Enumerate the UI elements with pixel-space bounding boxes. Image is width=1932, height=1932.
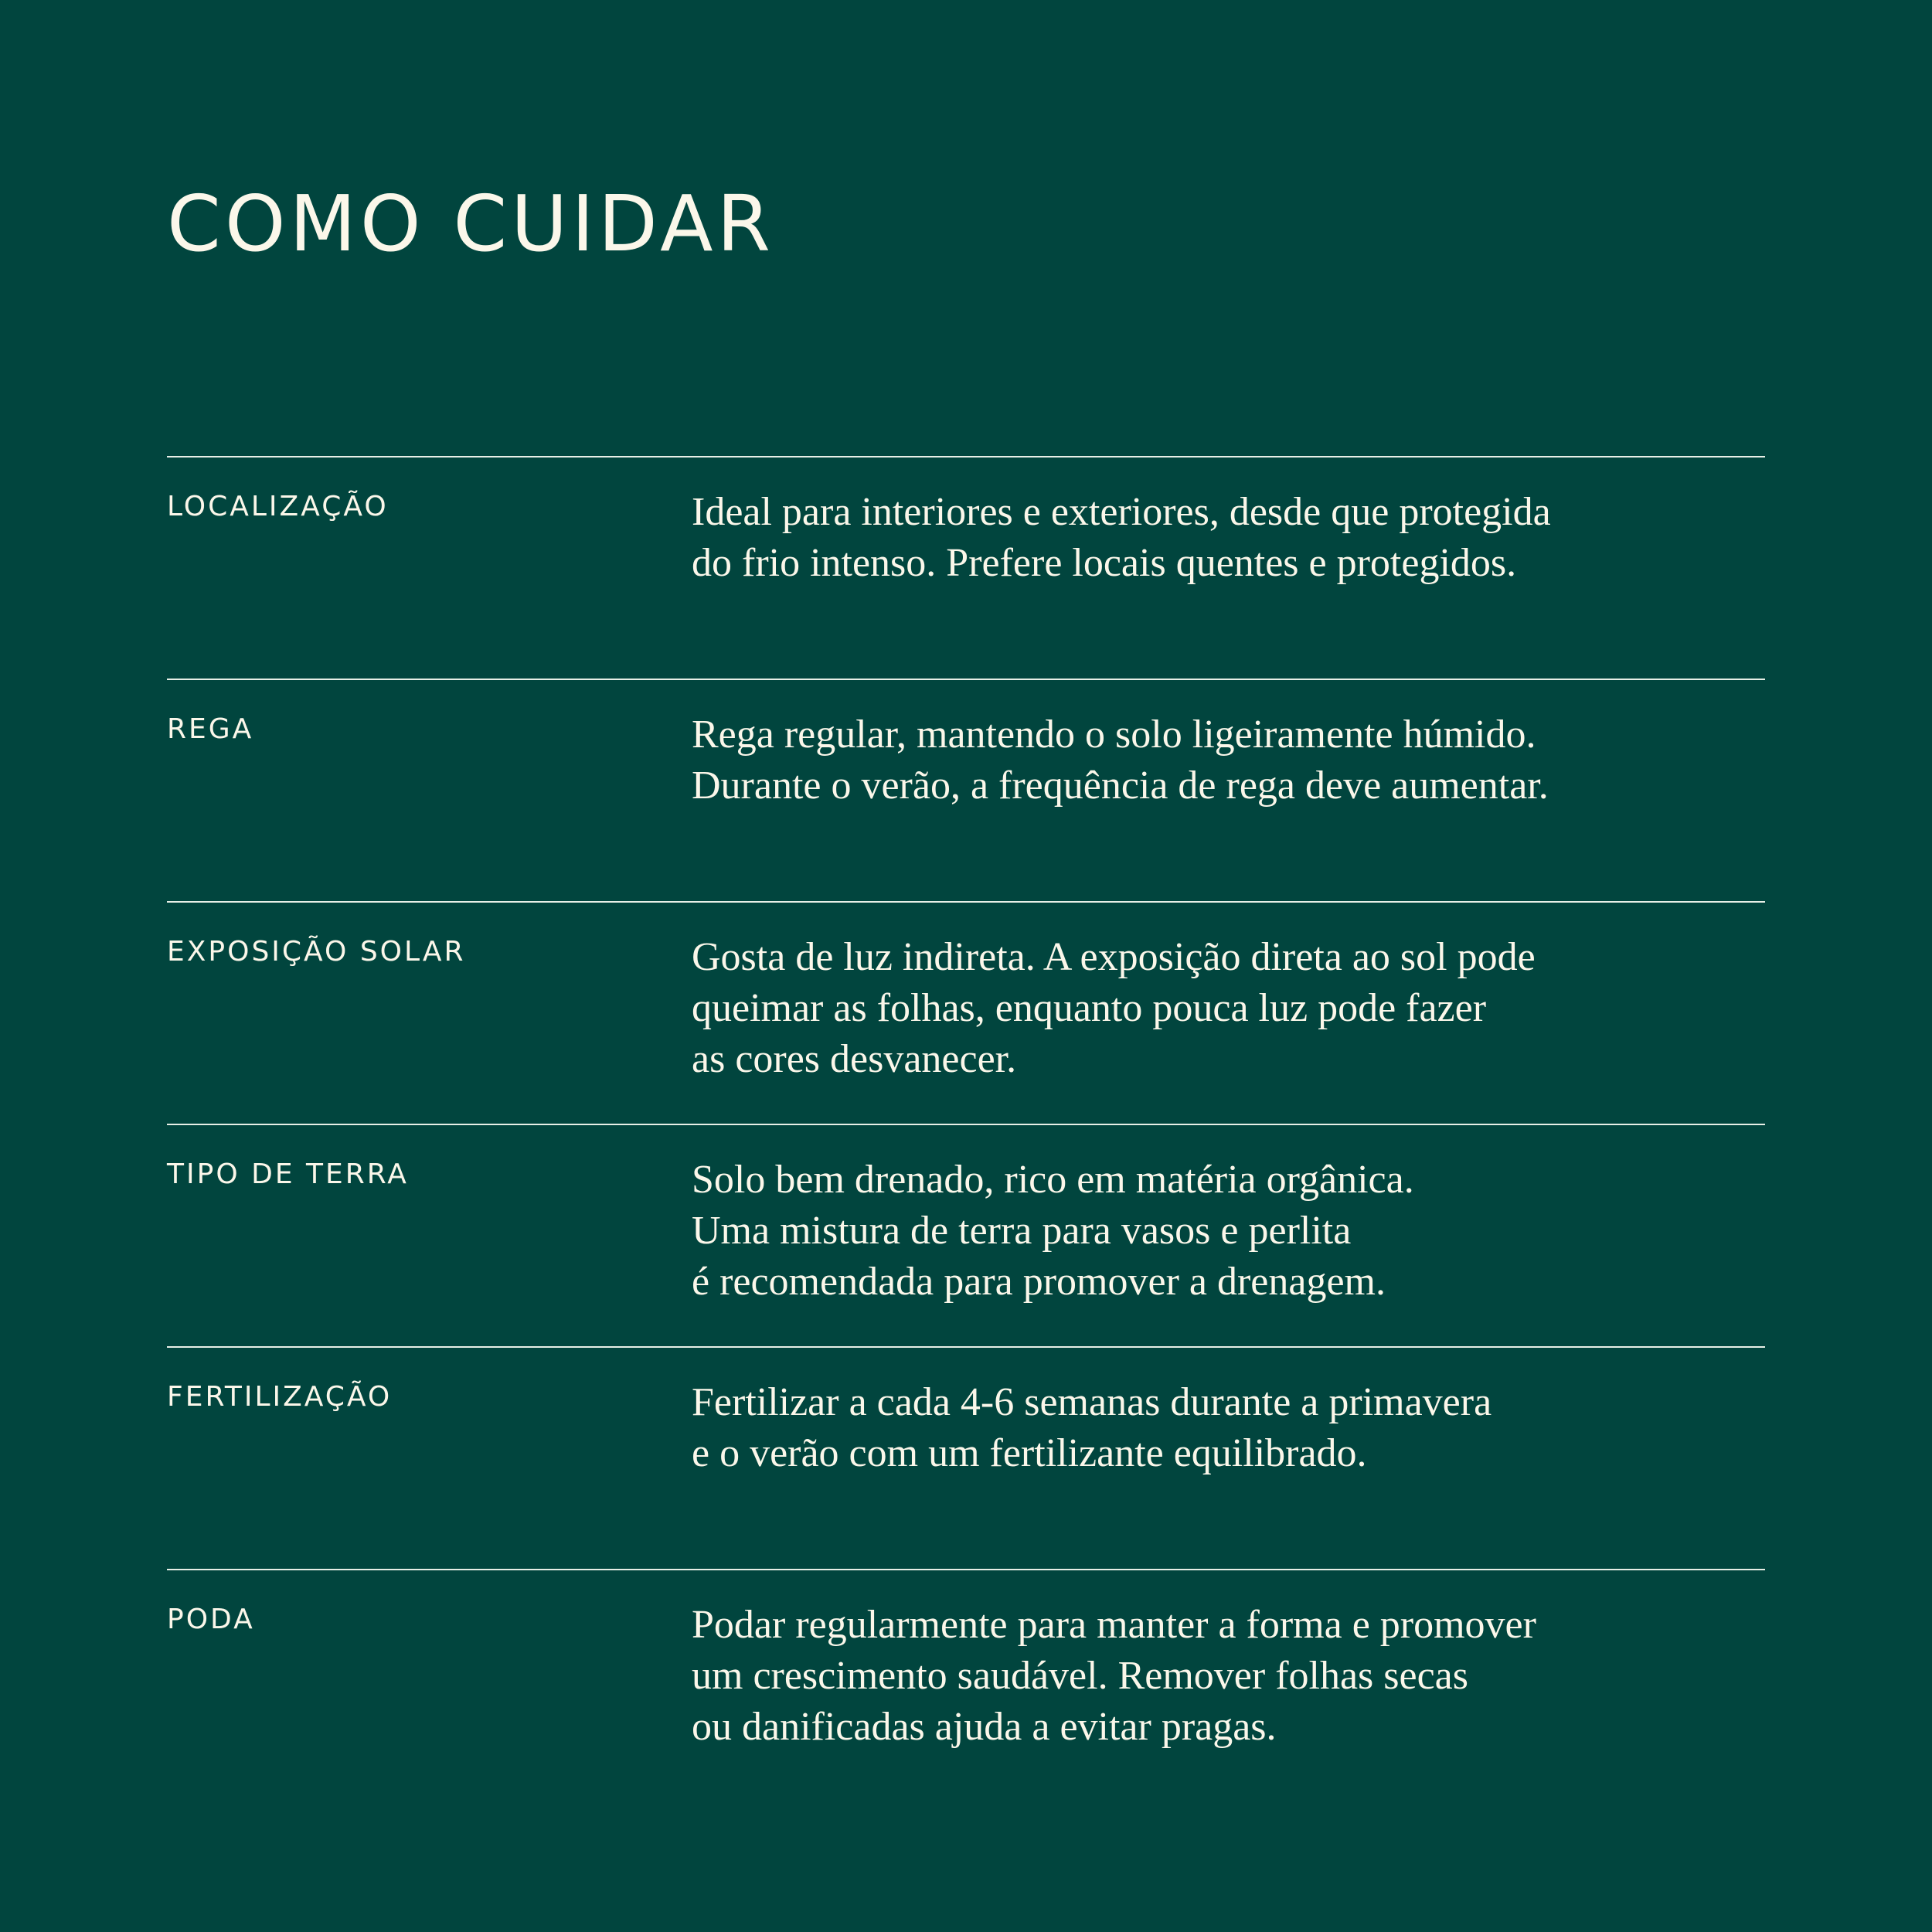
- care-row-poda: [167, 1569, 1765, 1791]
- care-row-fertilizacao: [167, 1346, 1765, 1569]
- care-row-localizacao: [167, 456, 1765, 679]
- care-text-line: Rega regular, mantendo o solo ligeiramente húmido.: [692, 713, 1536, 757]
- care-text-tipo-de-terra: [692, 1155, 1766, 1308]
- care-label-poda: PODA: [167, 1604, 255, 1635]
- care-text-line: Uma mistura de terra para vasos e perlita: [692, 1209, 1352, 1253]
- care-text-line: do frio intenso. Prefere locais quentes e protegidos.: [692, 541, 1517, 585]
- care-text-line: e o verão com um fertilizante equilibrado.: [692, 1431, 1367, 1475]
- care-label-exposicao-solar: EXPOSIÇÃO SOLAR: [167, 936, 466, 968]
- care-row-tipo-de-terra: [167, 1124, 1765, 1346]
- care-label-tipo-de-terra: TIPO DE TERRA: [167, 1158, 409, 1190]
- care-text-localizacao: [692, 487, 1766, 589]
- care-text-line: Solo bem drenado, rico em matéria orgânica.: [692, 1158, 1414, 1202]
- page-title: COMO CUIDAR: [167, 179, 774, 269]
- care-text-poda: [692, 1600, 1766, 1753]
- care-text-line: queimar as folhas, enquanto pouca luz pode fazer: [692, 986, 1487, 1030]
- care-text-line: as cores desvanecer.: [692, 1037, 1017, 1081]
- care-text-line: um crescimento saudável. Remover folhas secas: [692, 1654, 1468, 1698]
- care-text-line: Podar regularmente para manter a forma e promover: [692, 1603, 1536, 1647]
- care-text-line: é recomendada para promover a drenagem.: [692, 1260, 1386, 1304]
- care-list: [167, 456, 1765, 1791]
- care-text-rega: [692, 709, 1766, 811]
- care-text-exposicao-solar: [692, 932, 1766, 1085]
- care-text-line: Fertilizar a cada 4-6 semanas durante a primavera: [692, 1380, 1492, 1424]
- care-label-fertilizacao: FERTILIZAÇÃO: [167, 1381, 393, 1413]
- care-text-fertilizacao: [692, 1377, 1766, 1479]
- care-text-line: Durante o verão, a frequência de rega deve aumentar.: [692, 764, 1549, 808]
- care-text-line: Ideal para interiores e exteriores, desde que protegida: [692, 490, 1551, 534]
- care-text-line: ou danificadas ajuda a evitar pragas.: [692, 1705, 1277, 1749]
- care-label-rega: REGA: [167, 713, 254, 745]
- care-row-exposicao-solar: [167, 901, 1765, 1124]
- care-row-rega: [167, 679, 1765, 901]
- care-label-localizacao: LOCALIZAÇÃO: [167, 491, 389, 522]
- care-text-line: Gosta de luz indireta. A exposição direta ao sol pode: [692, 935, 1536, 979]
